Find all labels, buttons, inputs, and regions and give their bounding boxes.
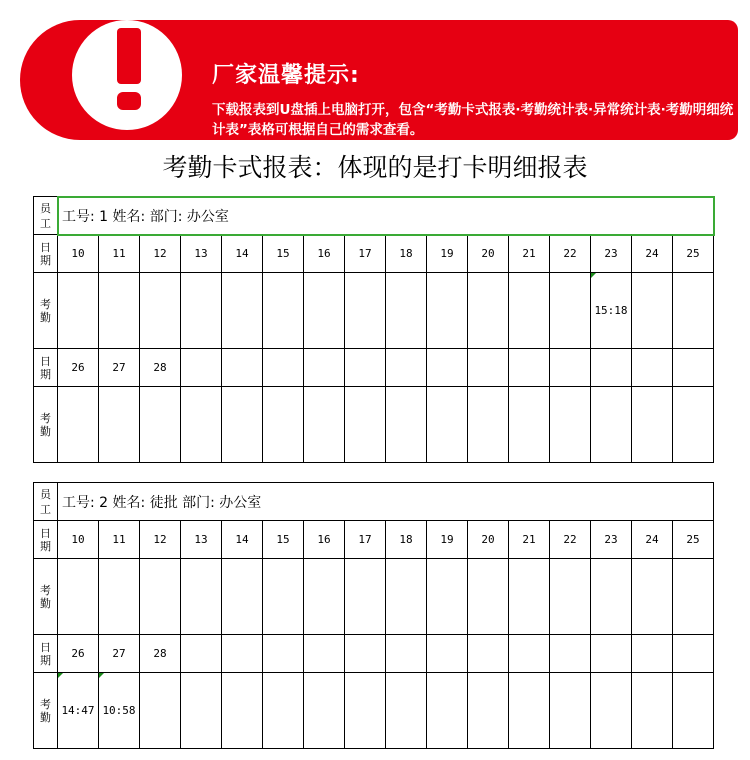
attendance-label: 考 勤 [34, 673, 58, 749]
date-cell[interactable] [591, 349, 632, 387]
banner-text: 下载报表到U盘插上电脑打开，包含“考勤卡式报表·考勤统计表·异常统计表·考勤明细统计表”表格可根据自己的需求查看。 [212, 102, 734, 138]
attendance-row [34, 387, 714, 463]
punch-cell[interactable] [140, 387, 181, 463]
date-cell[interactable]: 23 [591, 521, 632, 559]
date-cell[interactable] [304, 635, 345, 673]
punch-cell[interactable] [181, 673, 222, 749]
punch-cell[interactable] [632, 673, 673, 749]
date-cell[interactable] [550, 349, 591, 387]
date-cell[interactable]: 14 [222, 521, 263, 559]
date-cell[interactable]: 26 [58, 635, 99, 673]
punch-cell[interactable] [58, 559, 99, 635]
date-cell[interactable]: 11 [99, 521, 140, 559]
date-cell[interactable]: 11 [99, 235, 140, 273]
date-cell[interactable]: 21 [509, 521, 550, 559]
attendance-row [34, 559, 714, 635]
date-cell[interactable]: 20 [468, 521, 509, 559]
punch-cell[interactable] [345, 387, 386, 463]
punch-cell[interactable] [550, 673, 591, 749]
date-cell[interactable]: 15 [263, 521, 304, 559]
date-cell[interactable]: 14 [222, 235, 263, 273]
date-cell[interactable]: 27 [99, 635, 140, 673]
date-cell[interactable]: 16 [304, 235, 345, 273]
punch-cell[interactable] [386, 559, 427, 635]
punch-cell[interactable]: 15:18 [591, 273, 632, 349]
punch-cell[interactable] [304, 273, 345, 349]
date-cell[interactable]: 26 [58, 349, 99, 387]
punch-cell[interactable] [58, 273, 99, 349]
punch-cell[interactable] [181, 559, 222, 635]
punch-cell[interactable] [550, 559, 591, 635]
punch-cell[interactable] [673, 559, 714, 635]
employee-info-row [34, 197, 714, 235]
punch-cell[interactable] [140, 559, 181, 635]
punch-cell[interactable] [222, 273, 263, 349]
date-row [34, 635, 714, 673]
employee-label: 员 工 [34, 197, 58, 235]
punch-cell[interactable] [427, 387, 468, 463]
punch-cell[interactable] [263, 673, 304, 749]
exclamation-dot [117, 92, 141, 110]
attendance-sheet [33, 196, 713, 749]
date-label: 日 期 [34, 349, 58, 387]
punch-cell[interactable] [427, 273, 468, 349]
date-cell[interactable] [222, 635, 263, 673]
punch-cell[interactable] [468, 673, 509, 749]
punch-cell[interactable] [509, 673, 550, 749]
date-cell[interactable] [427, 635, 468, 673]
punch-cell[interactable] [181, 273, 222, 349]
punch-cell[interactable] [632, 387, 673, 463]
date-cell[interactable] [632, 349, 673, 387]
punch-cell[interactable] [673, 387, 714, 463]
date-cell[interactable]: 27 [99, 349, 140, 387]
date-cell[interactable]: 22 [550, 521, 591, 559]
attendance-table [33, 196, 714, 749]
punch-cell[interactable] [345, 273, 386, 349]
attendance-label: 考 勤 [34, 387, 58, 463]
date-cell[interactable]: 10 [58, 235, 99, 273]
date-cell[interactable]: 17 [345, 521, 386, 559]
date-cell[interactable] [181, 349, 222, 387]
punch-cell[interactable] [263, 273, 304, 349]
employee-label: 员 工 [34, 483, 58, 521]
punch-cell[interactable] [386, 273, 427, 349]
date-cell[interactable]: 13 [181, 521, 222, 559]
date-cell[interactable] [222, 349, 263, 387]
date-cell[interactable] [468, 349, 509, 387]
date-cell[interactable] [345, 635, 386, 673]
banner-title: 厂家温馨提示: [212, 63, 360, 88]
punch-cell[interactable] [427, 673, 468, 749]
punch-cell[interactable] [673, 673, 714, 749]
date-cell[interactable]: 24 [632, 235, 673, 273]
date-row [34, 235, 714, 273]
date-cell[interactable] [386, 635, 427, 673]
date-cell[interactable]: 19 [427, 521, 468, 559]
date-cell[interactable] [550, 635, 591, 673]
date-cell[interactable]: 23 [591, 235, 632, 273]
date-cell[interactable]: 13 [181, 235, 222, 273]
date-label: 日 期 [34, 521, 58, 559]
date-cell[interactable]: 17 [345, 235, 386, 273]
spacer-row [34, 463, 714, 483]
punch-cell[interactable] [468, 559, 509, 635]
punch-cell[interactable] [386, 673, 427, 749]
date-cell[interactable]: 19 [427, 235, 468, 273]
punch-cell[interactable] [345, 559, 386, 635]
punch-cell[interactable] [181, 387, 222, 463]
date-cell[interactable] [263, 349, 304, 387]
punch-cell[interactable] [468, 273, 509, 349]
punch-cell[interactable] [99, 387, 140, 463]
date-cell[interactable]: 28 [140, 635, 181, 673]
date-cell[interactable] [263, 635, 304, 673]
attendance-label: 考 勤 [34, 559, 58, 635]
date-cell[interactable]: 16 [304, 521, 345, 559]
punch-cell[interactable]: 14:47 [58, 673, 99, 749]
punch-cell[interactable] [427, 559, 468, 635]
date-cell[interactable] [345, 349, 386, 387]
spacer-cell [34, 463, 714, 483]
date-cell[interactable] [509, 349, 550, 387]
date-cell[interactable]: 12 [140, 521, 181, 559]
punch-cell[interactable] [263, 559, 304, 635]
punch-cell[interactable] [591, 673, 632, 749]
attendance-row [34, 273, 714, 349]
punch-cell[interactable] [263, 387, 304, 463]
date-cell[interactable]: 10 [58, 521, 99, 559]
date-cell[interactable] [304, 349, 345, 387]
employee-info-row [34, 483, 714, 521]
punch-cell[interactable] [550, 387, 591, 463]
date-cell[interactable]: 15 [263, 235, 304, 273]
date-cell[interactable] [673, 349, 714, 387]
date-cell[interactable] [181, 635, 222, 673]
punch-cell[interactable] [673, 273, 714, 349]
punch-cell[interactable] [304, 559, 345, 635]
date-cell[interactable] [632, 635, 673, 673]
date-cell[interactable]: 25 [673, 521, 714, 559]
employee-info-cell[interactable]: 工号: 1 姓名: 部门: 办公室 [58, 197, 714, 235]
punch-cell[interactable] [509, 387, 550, 463]
punch-cell[interactable] [140, 673, 181, 749]
date-row [34, 349, 714, 387]
date-cell[interactable] [509, 635, 550, 673]
date-cell[interactable]: 18 [386, 521, 427, 559]
punch-cell[interactable] [304, 673, 345, 749]
punch-cell[interactable] [99, 273, 140, 349]
date-cell[interactable] [673, 635, 714, 673]
date-cell[interactable]: 20 [468, 235, 509, 273]
punch-cell[interactable] [345, 673, 386, 749]
date-cell[interactable] [427, 349, 468, 387]
punch-cell[interactable] [222, 387, 263, 463]
report-title: 考勤卡式报表：体现的是打卡明细报表 [162, 153, 588, 182]
date-cell[interactable]: 28 [140, 349, 181, 387]
date-cell[interactable]: 21 [509, 235, 550, 273]
punch-cell[interactable] [591, 387, 632, 463]
punch-cell[interactable] [222, 559, 263, 635]
date-label: 日 期 [34, 635, 58, 673]
attendance-label: 考 勤 [34, 273, 58, 349]
date-cell[interactable]: 25 [673, 235, 714, 273]
punch-cell[interactable] [222, 673, 263, 749]
punch-cell[interactable]: 10:58 [99, 673, 140, 749]
punch-cell[interactable] [509, 559, 550, 635]
punch-cell[interactable] [140, 273, 181, 349]
punch-cell[interactable] [550, 273, 591, 349]
date-cell[interactable]: 24 [632, 521, 673, 559]
punch-cell[interactable] [58, 387, 99, 463]
punch-cell[interactable] [591, 559, 632, 635]
attendance-row [34, 673, 714, 749]
punch-cell[interactable] [632, 559, 673, 635]
date-cell[interactable]: 18 [386, 235, 427, 273]
punch-cell[interactable] [99, 559, 140, 635]
punch-cell[interactable] [509, 273, 550, 349]
date-cell[interactable]: 12 [140, 235, 181, 273]
exclamation-bar [117, 28, 141, 84]
date-cell[interactable] [386, 349, 427, 387]
employee-info-cell[interactable]: 工号: 2 姓名: 徒批 部门: 办公室 [58, 483, 714, 521]
date-row [34, 521, 714, 559]
date-cell[interactable] [591, 635, 632, 673]
punch-cell[interactable] [468, 387, 509, 463]
date-cell[interactable] [468, 635, 509, 673]
date-label: 日 期 [34, 235, 58, 273]
date-cell[interactable]: 22 [550, 235, 591, 273]
punch-cell[interactable] [632, 273, 673, 349]
notice-banner [20, 20, 738, 140]
punch-cell[interactable] [386, 387, 427, 463]
punch-cell[interactable] [304, 387, 345, 463]
